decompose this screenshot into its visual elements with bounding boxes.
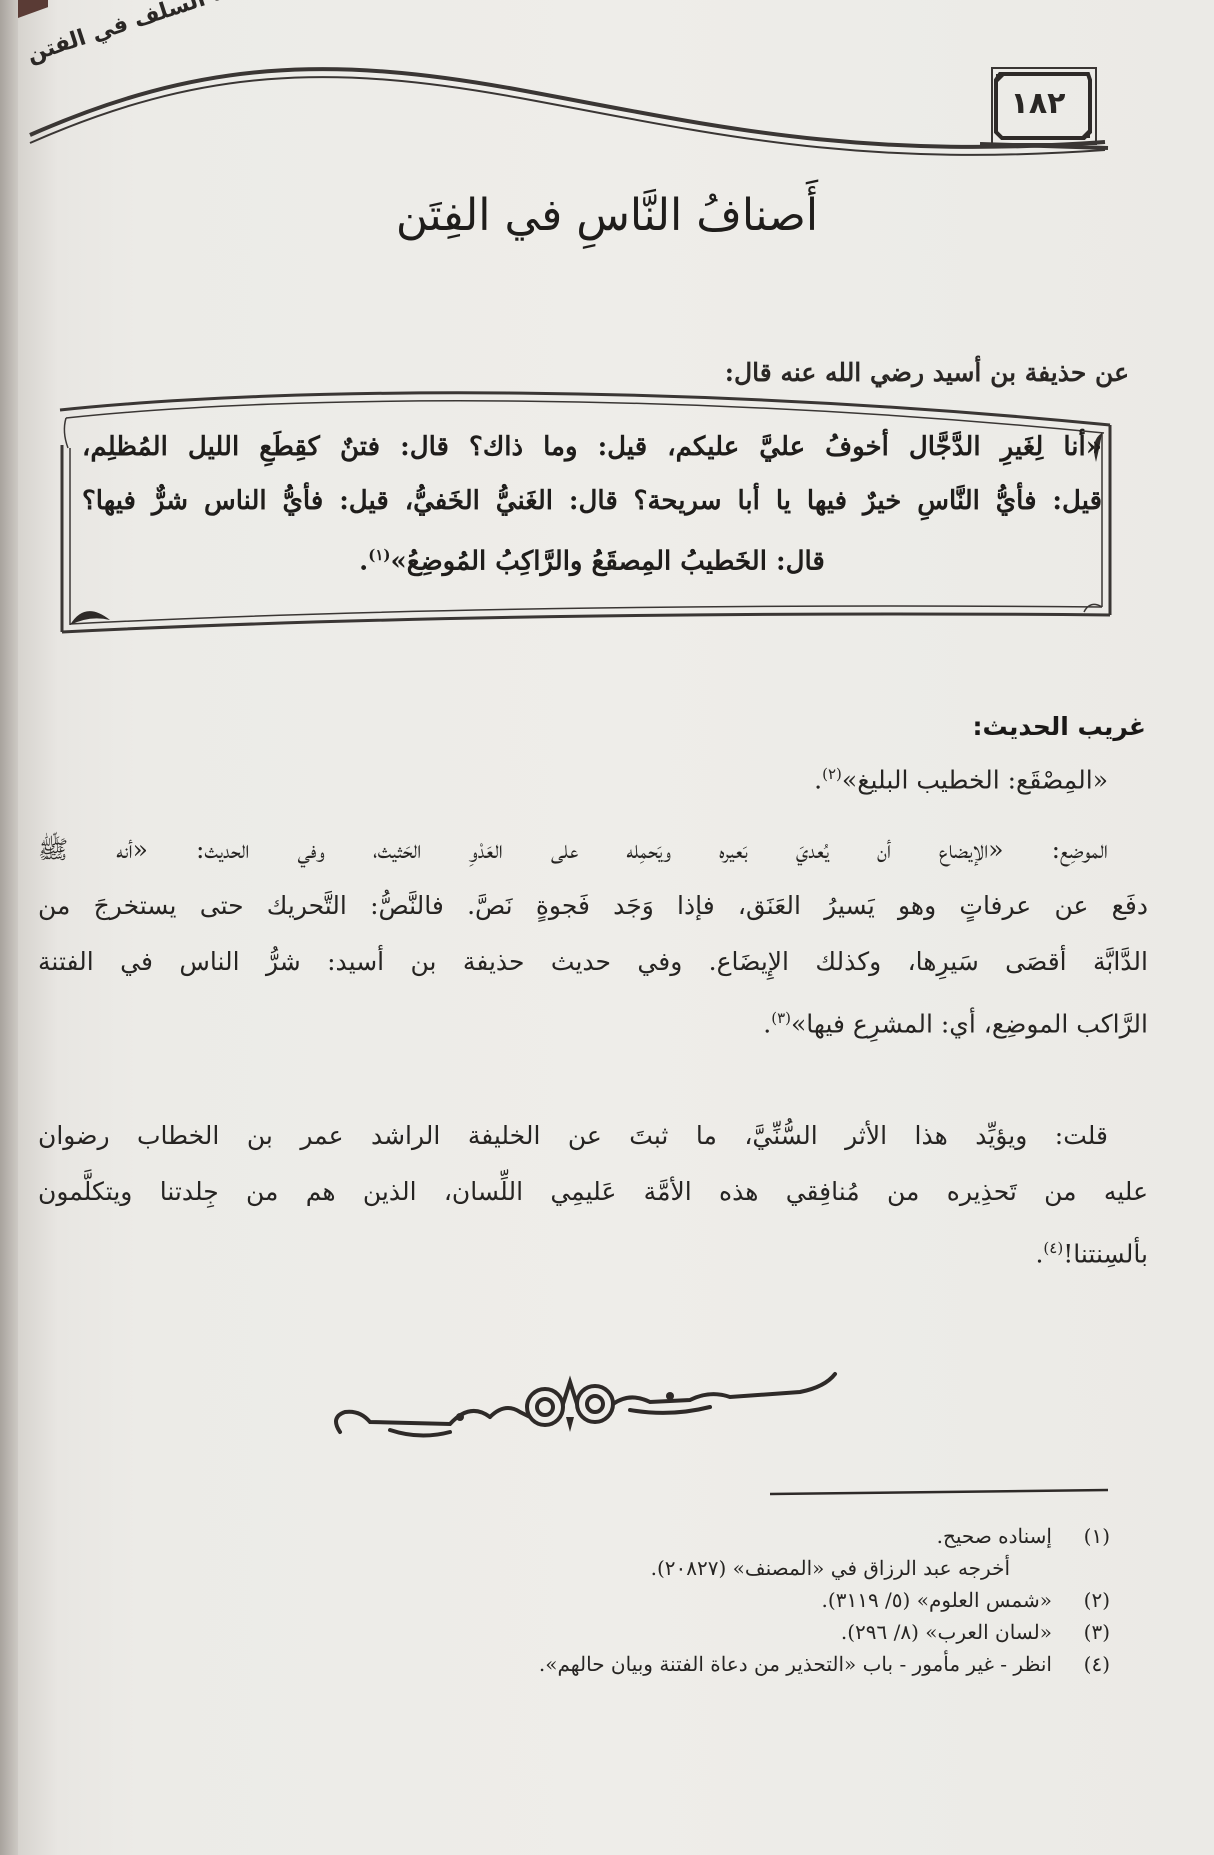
footnote-ref-4[interactable]: (٤) <box>1043 1239 1064 1257</box>
section-end-ornament-icon <box>330 1362 850 1452</box>
footnotes: (١) إسناده صحيح. أخرجه عبد الرزاق في «المصنف» (٢٠٨٢٧). (٢) «شمس العلوم» (٥/ ٣١١٩). (٣) «لسان العرب» (٨/ ٢٩٦). (٤) انظر - غير مأمور - باب «التحذير من دعاة الفتنة وبيان حالهم». <box>200 1520 1110 1680</box>
hadith-line: «أنا لِغَيرِ الدَّجَّال أخوفُ عليَّ عليكم، قيل: وما ذاك؟ قال: فتنٌ كقِطَعِ الليل المُظلِم، <box>82 432 1102 462</box>
chapter-title: أَصنافُ النَّاسِ في الفِتَن <box>395 190 819 241</box>
footnote-4: (٤) انظر - غير مأمور - باب «التحذير من دعاة الفتنة وبيان حالهم». <box>538 1652 1110 1676</box>
footnote-2: (٢) «شمس العلوم» (٥/ ٣١١٩). <box>821 1588 1110 1612</box>
page-number: ١٨٢ <box>1010 85 1066 121</box>
footnote-1: (١) إسناده صحيح. <box>936 1524 1110 1548</box>
gharib-entry-1: «المِصْقَع: الخطيب البليغ»$^{(٢)}$. <box>814 765 1108 795</box>
hadith-line-last: قال: الخَطيبُ المِصقَعُ والرَّاكِبُ المُوضِعُ»$^{(١)}$. <box>359 546 825 577</box>
hadith-frame <box>0 0 1214 700</box>
footnote-ref-3[interactable]: (٣) <box>771 1009 792 1027</box>
hadith-narrator-line: عن حذيفة بن أسيد رضي الله عنه قال: <box>724 358 1129 387</box>
gharib-entry-2: الموضِع: «الإيضاع أن يُعديَ بَعيره ويَحمِله على العَدْوِ الحَثيث، وفي الحديث: «أنه ﷺ دفَع عن عرفاتٍ وهو يَسيرُ العَنَق، فإذا وَجَد فَجوةٍ نَصَّ. فالنَّصُّ: التَّحريك حتى يستخرجَ من الدَّابَّة أقصَى سَيرِها، وكذلك الإِيضَاع. وفي حديث حذيفة بن أسيد: شرُّ الناس في الفتنة الرَّاكب الموضِع، أي: المشرِع فيها»$^{(٣)}$. <box>38 835 1148 1039</box>
hadith-text <box>82 420 1102 589</box>
commentary-paragraph: قلت: ويؤيِّد هذا الأثر السُّنِّيَّ، ما ثبتَ عن الخليفة الراشد عمر بن الخطاب رضوان عليه من تَحذِيره من مُنافِقي هذه الأمَّة عَليمِي اللِّسان، الذين هم من جِلدتنا ويتكلَّمون بألسِنتنا!$^{(٤)}$. <box>38 1121 1148 1269</box>
footnote-ref-2[interactable]: (٢) <box>822 765 842 783</box>
section-heading-gharib: غريب الحديث: <box>972 712 1146 741</box>
footnote-separator-rule <box>0 1480 1214 1500</box>
footnote-ref-1[interactable]: (١) <box>368 546 391 564</box>
hadith-line: قيل: فأيُّ النَّاسِ خيرٌ فيها يا أبا سريحة؟ قال: الغَنيُّ الخَفيُّ، قيل: فأيُّ الناس شرٌّ فيها؟ <box>82 486 1102 516</box>
footnote-3: (٣) «لسان العرب» (٨/ ٢٩٦). <box>840 1620 1110 1644</box>
